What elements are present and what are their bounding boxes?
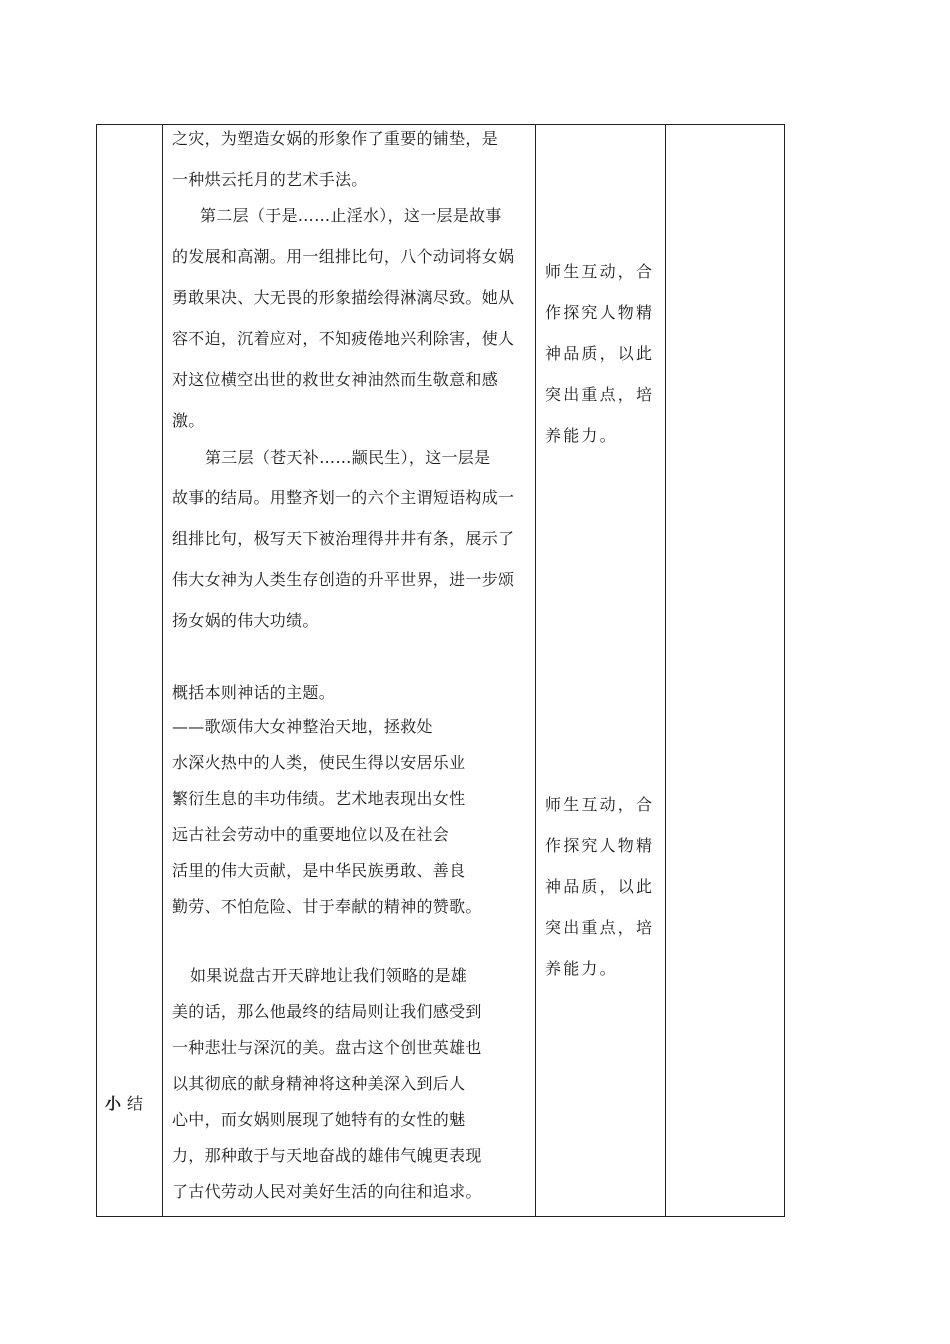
section-label-second: 结 [127,1094,150,1113]
text-line: 概括本则神话的主题。 [172,683,336,702]
note-line: 作探究人物精 [545,303,655,322]
text-line: 组排比句，极写天下被治理得井井有条，展示了 [172,529,515,548]
text-line: 扬女娲的伟大功绩。 [172,611,319,630]
text-line: 活里的伟大贡献，是中华民族勇敢、善良 [172,861,466,880]
text-line: 如果说盘古开天辟地让我们领略的是雄 [190,966,468,985]
text-line: 力，那种敢于与天地奋战的雄伟气魄更表现 [172,1146,482,1165]
text-line: 第三层（苍天补……颛民生），这一层是 [205,448,491,467]
text-line: 美的话，那么他最终的结局则让我们感受到 [172,1002,482,1021]
text-line: 繁衍生息的丰功伟绩。艺术地表现出女性 [172,789,466,808]
text-line: ——歌颂伟大女神整治天地，拯救处 [172,717,433,736]
note-line: 突出重点，培 [545,385,655,404]
note-line: 神品质，以此 [545,344,655,363]
text-line: 激。 [172,411,205,430]
text-line: 勇敢果决、大无畏的形象描绘得淋漓尽致。她从 [172,288,515,307]
text-line: 故事的结局。用整齐划一的六个主谓短语构成一 [172,488,515,507]
text-line: 一种悲壮与深沉的美。盘古这个创世英雄也 [172,1038,482,1057]
note-line: 师生互动，合 [545,795,655,814]
text-line: 的发展和高潮。用一组排比句，八个动词将女娲 [172,247,515,266]
note-line: 突出重点，培 [545,918,655,937]
text-line: 了古代劳动人民对美好生活的向往和追求。 [172,1182,482,1201]
text-line: 以其彻底的献身精神将这种美深入到后人 [172,1074,466,1093]
note-line: 养能力。 [545,959,618,978]
section-label [105,1094,149,1114]
section-label-first: 小 [105,1094,128,1113]
note-line: 作探究人物精 [545,836,655,855]
text-line: 之灾，为塑造女娲的形象作了重要的铺垫，是 [172,129,499,148]
text-line: 远古社会劳动中的重要地位以及在社会 [172,825,450,844]
text-line: 容不迫，沉着应对，不知疲倦地兴利除害，使人 [172,329,515,348]
text-line: 勤劳、不怕危险、甘于奉献的精神的赞歌。 [172,897,482,916]
column-divider [162,125,163,1216]
text-line: 水深火热中的人类，使民生得以安居乐业 [172,753,466,772]
note-line: 养能力。 [545,426,618,445]
text-line: 对这位横空出世的救世女神油然而生敬意和感 [172,370,499,389]
column-divider [665,125,666,1216]
note-line: 神品质，以此 [545,877,655,896]
text-line: 第二层（于是……止淫水），这一层是故事 [200,206,502,225]
text-line: 伟大女神为人类生存创造的升平世界，进一步颂 [172,570,515,589]
text-line: 一种烘云托月的艺术手法。 [172,170,368,189]
column-divider [535,125,536,1216]
note-line: 师生互动，合 [545,262,655,281]
text-line: 心中，而女娲则展现了她特有的女性的魅 [172,1110,466,1129]
